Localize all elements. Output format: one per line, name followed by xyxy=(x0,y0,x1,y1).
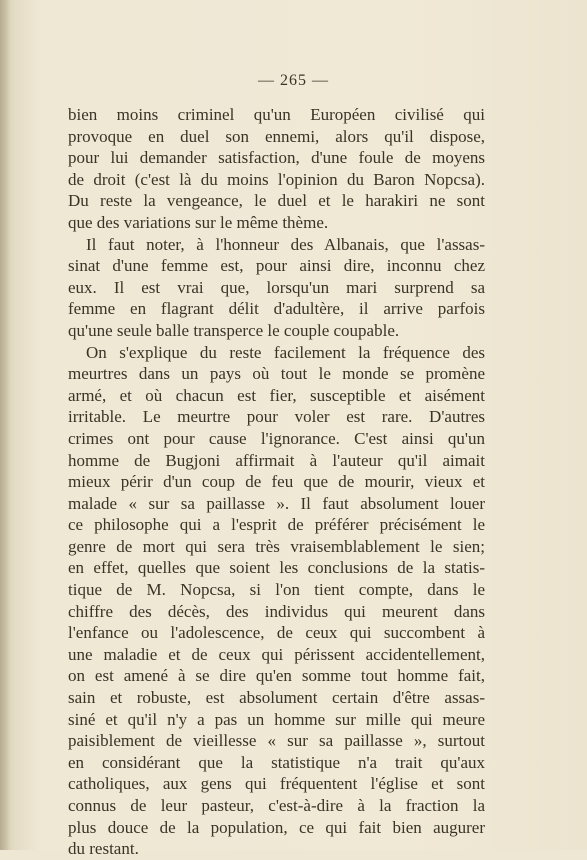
text-line: connus de leur pasteur, c'est-à-dire à la fraction la xyxy=(68,796,485,815)
text-line: provoque en duel son ennemi, alors qu'il dispose, xyxy=(68,126,485,146)
text-line: catholiques, aux gens qui fréquentent l'église et sont xyxy=(68,774,485,794)
text-line: chiffre des décès, des individus qui meurent dans xyxy=(68,601,485,621)
text-line: armé, et où chacun est fier, susceptible et aisément xyxy=(68,385,485,405)
text-line: malade « sur sa paillasse ». Il faut absolument louer xyxy=(68,493,485,513)
body-text xyxy=(68,104,485,860)
text-line: tique de M. Nopcsa, si l'on tient compte, dans le xyxy=(68,580,485,600)
text-line: on est amené à se dire qu'en somme tout homme fait, xyxy=(68,666,485,686)
text-line: du restant. xyxy=(68,839,139,859)
text-line: femme en flagrant délit d'adultère, il arrive parfois xyxy=(68,299,485,319)
text-line: l'enfance ou l'adolescence, de ceux qui succombent à xyxy=(68,623,485,643)
text-line: crimes ont pour cause l'ignorance. C'est ainsi qu'un xyxy=(68,428,485,448)
text-line: sain et robuste, est absolument certain d'être assas- xyxy=(68,688,485,708)
text-line: On s'explique du reste facilement la fréquence des xyxy=(86,342,485,362)
text-line: homme de Bugjoni affirmait à l'auteur qu'il aimait xyxy=(68,450,485,470)
text-line: que des variations sur le même thème. xyxy=(68,212,329,232)
text-line: paisiblement de vieillesse « sur sa paillasse », surtout xyxy=(68,731,485,751)
text-line: mieux périr d'un coup de feu que de mourir, vieux et xyxy=(68,472,485,492)
text-line: en considérant que la statistique n'a trait qu'aux xyxy=(68,752,485,772)
text-line: de droit (c'est là du moins l'opinion du Baron Nopcsa). xyxy=(68,169,485,189)
text-line: genre de mort qui sera très vraisemblablement le sien; xyxy=(68,536,485,556)
text-line: une maladie et de ceux qui périssent accidentellement, xyxy=(68,644,485,664)
text-line: siné et qu'il n'y a pas un homme sur mille qui meure xyxy=(68,709,485,729)
text-line: ce philosophe qui a l'esprit de préférer précisément le xyxy=(68,515,485,535)
text-line: en effet, quelles que soient les conclusions de la statis- xyxy=(68,558,485,578)
text-line: Du reste la vengeance, le duel et le harakiri ne sont xyxy=(68,191,485,211)
text-line: bien moins criminel qu'un Européen civilisé qui xyxy=(68,105,485,124)
page-gutter-shadow xyxy=(0,0,10,850)
text-line: sinat d'une femme est, pour ainsi dire, inconnu chez xyxy=(68,256,485,276)
text-line: plus douce de la population, ce qui fait bien augurer xyxy=(68,817,485,837)
text-line: meurtres dans un pays où tout le monde se promène xyxy=(68,364,485,384)
page-number: — 265 — xyxy=(258,72,329,89)
text-line: irritable. Le meurtre pour voler est rare. D'autres xyxy=(68,407,485,427)
text-line: pour lui demander satisfaction, d'une foule de moyens xyxy=(68,148,485,168)
text-line: eux. Il est vrai que, lorsqu'un mari surprend sa xyxy=(68,277,485,297)
text-line: Il faut noter, à l'honneur des Albanais, que l'assas- xyxy=(86,234,485,254)
text-line: qu'une seule balle transperce le couple coupable. xyxy=(68,320,400,340)
